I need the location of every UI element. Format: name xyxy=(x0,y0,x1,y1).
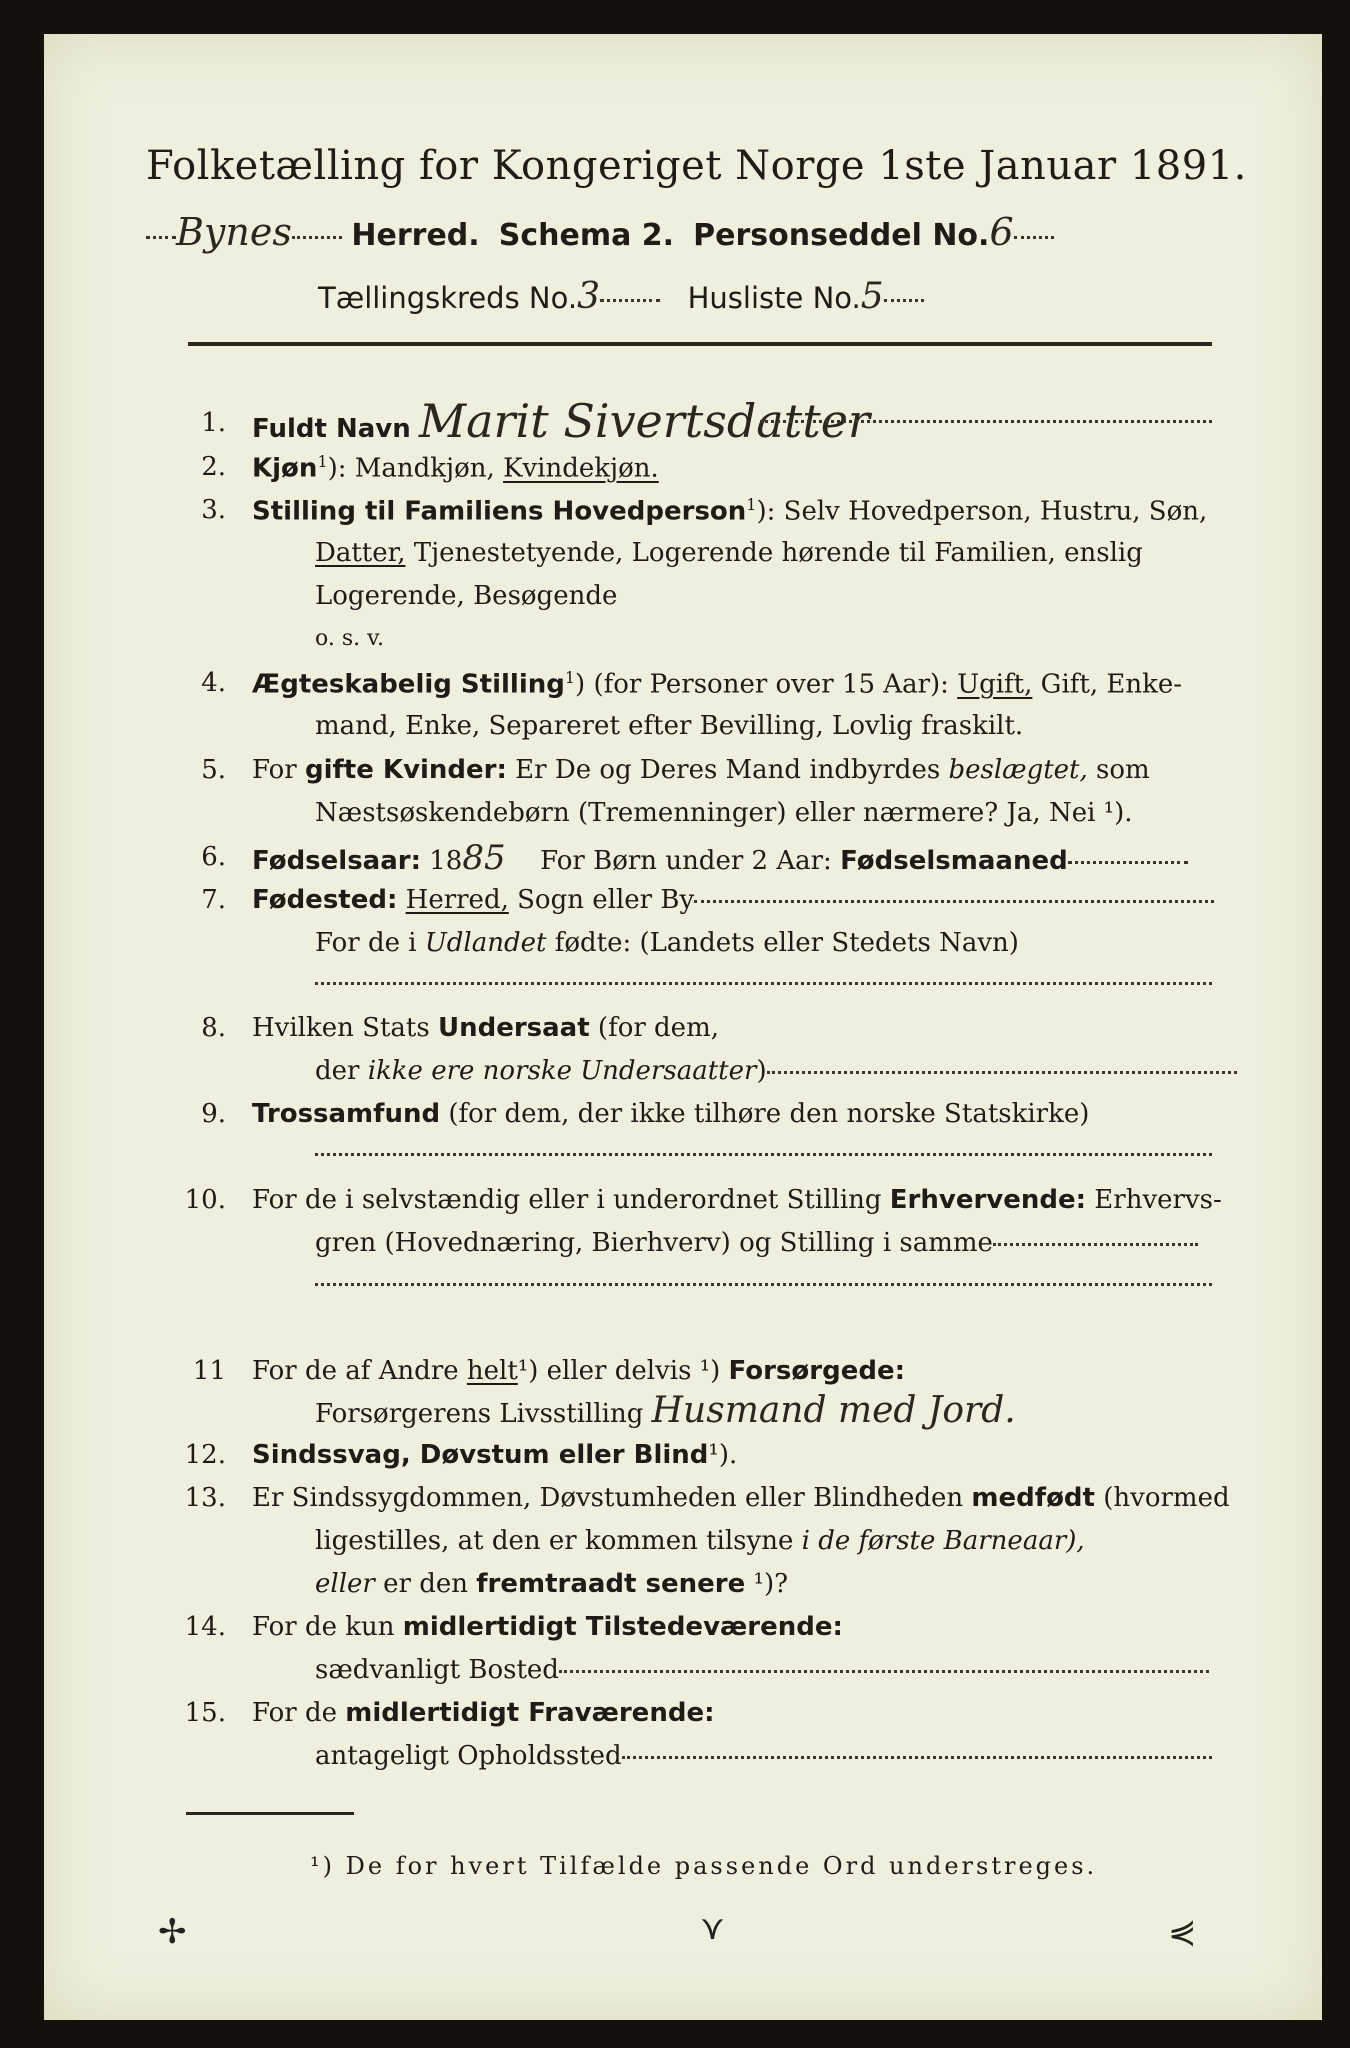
provider-occupation-value: Husmand med Jord. xyxy=(651,1390,1016,1431)
item-2-sex xyxy=(252,452,659,484)
birth-year-label: Fødselsaar: xyxy=(252,846,421,876)
husliste-value: 5 xyxy=(860,276,884,317)
item-7-birthplace-line2 xyxy=(315,928,1019,958)
marital-status-label: Ægteskabelig Stilling xyxy=(252,669,565,700)
congenital-line2-a: ligestilles, at den er kommen tilsyne xyxy=(315,1526,794,1556)
citizenship-line2-a: der xyxy=(315,1056,360,1086)
header-rule xyxy=(188,342,1212,346)
item-5-married-women-line2: Næstsøskendebørn (Tremenninger) eller nærmere? Ja, Nei ¹). xyxy=(315,798,1133,828)
item-5-question: Er De og Deres Mand indbyrdes xyxy=(515,755,941,785)
item-14-temporary-present-line1 xyxy=(252,1612,843,1642)
item-number-13: 13. xyxy=(184,1483,226,1513)
congenital-text-c: (hvormed xyxy=(1103,1483,1230,1513)
item-5-text: For xyxy=(252,755,297,785)
marital-options: Gift, Enke- xyxy=(1040,669,1183,700)
support-text-a: For de af Andre xyxy=(252,1356,459,1386)
form-title: Folketælling for Kongeriget Norge 1ste Januar 1891. xyxy=(146,143,1247,189)
temp-present-text-a: For de kun xyxy=(252,1612,395,1642)
item-11-support-line2 xyxy=(315,1390,1016,1431)
congenital-label: medfødt xyxy=(971,1483,1095,1513)
item-14-temporary-present-line2 xyxy=(315,1655,1209,1685)
registration-mark-left: ✢ xyxy=(158,1912,187,1952)
item-5-related: beslægtet, xyxy=(948,755,1088,785)
item-number-5: 5. xyxy=(201,755,226,785)
birth-year-value: 85 xyxy=(462,838,506,878)
probable-residence-label: antageligt Opholdssted xyxy=(315,1741,622,1771)
congenital-line3-d: ¹)? xyxy=(753,1569,789,1599)
position-options-line2: Tjenestetyende, Logerende hørende til Familien, enslig xyxy=(413,538,1143,568)
occupation-dotted-line xyxy=(315,1283,1212,1286)
registration-mark-right: ⋞ xyxy=(1168,1912,1197,1952)
item-13-congenital-line3 xyxy=(315,1569,788,1599)
kreds-label: Tællingskreds No. xyxy=(318,281,578,315)
support-text-c: ¹) eller delvis ¹) xyxy=(517,1356,721,1386)
sex-label: Kjøn xyxy=(252,453,318,484)
usual-residence-label: sædvanligt Bosted xyxy=(315,1655,559,1685)
congenital-text-a: Er Sindssygdommen, Døvstumheden eller Blindheden xyxy=(252,1483,964,1513)
birthplace-label: Fødested: xyxy=(252,885,398,915)
congenital-line3-b: er den xyxy=(383,1569,468,1599)
religion-label: Trossamfund xyxy=(252,1099,441,1129)
congenital-line3-a: eller xyxy=(315,1569,375,1599)
item-number-10: 10. xyxy=(184,1185,226,1215)
item-7-birthplace-line1 xyxy=(252,885,1214,915)
abroad-text-a: For de i xyxy=(315,928,417,958)
congenital-line2-b: i de første Barneaar), xyxy=(801,1526,1085,1556)
item-13-congenital-line2 xyxy=(315,1526,1085,1556)
family-position-label: Stilling til Familiens Hovedperson xyxy=(252,496,747,527)
citizenship-text-a: Hvilken Stats xyxy=(252,1013,430,1043)
herred-line xyxy=(146,210,1054,254)
abroad-text-c: fødte: (Landets eller Stedets Navn) xyxy=(554,928,1019,958)
footnote-ref: 1 xyxy=(317,452,328,471)
item-number-14: 14. xyxy=(184,1612,226,1642)
sex-options: ): Mandkjøn, xyxy=(327,453,495,484)
temp-absent-text-a: For de xyxy=(252,1698,337,1728)
religion-dotted-line xyxy=(315,1153,1212,1156)
birth-month-qualifier: For Børn under 2 Aar: xyxy=(540,846,832,876)
sex-selected-female: Kvindekjøn. xyxy=(503,453,659,484)
item-number-2: 2. xyxy=(201,452,226,482)
item-8-citizenship-line1 xyxy=(252,1013,719,1043)
footnote-text: ¹) De for hvert Tilfælde passende Ord understreges. xyxy=(310,1852,1098,1880)
schema-label: Schema 2. xyxy=(498,218,675,253)
item-number-3: 3. xyxy=(201,495,226,525)
item-number-11: 11 xyxy=(192,1356,226,1386)
occupation-text-c: Erhvervs- xyxy=(1094,1185,1222,1215)
full-name-label: Fuldt Navn xyxy=(252,414,411,444)
temp-absent-label: midlertidigt Fraværende: xyxy=(345,1698,715,1728)
item-3-position-line3: Logerende, Besøgende xyxy=(315,581,618,611)
disability-footnote: ¹). xyxy=(708,1440,738,1470)
item-12-disability xyxy=(252,1440,737,1470)
congenital-line3-c: fremtraadt senere xyxy=(476,1569,746,1599)
birthplace-abroad-dotted-line xyxy=(315,982,1212,985)
full-name-value: Marit Sivertsdatter xyxy=(419,394,870,448)
name-dotted-line xyxy=(760,420,1212,423)
kreds-line xyxy=(318,276,924,317)
item-15-temporary-absent-line2 xyxy=(315,1741,1212,1771)
footnote-rule xyxy=(186,1812,354,1815)
marital-selected-ugift: Ugift, xyxy=(957,669,1033,700)
religion-question: (for dem, der ikke tilhøre den norske Statskirke) xyxy=(448,1099,1090,1129)
citizenship-text-c: (for dem, xyxy=(597,1013,719,1043)
item-11-support-line1 xyxy=(252,1356,905,1386)
birthplace-options: Sogn eller By xyxy=(517,885,695,915)
married-women-label: gifte Kvinder: xyxy=(304,755,507,785)
personseddel-value: 6 xyxy=(989,210,1014,254)
position-selected-datter: Datter, xyxy=(315,538,406,568)
item-13-congenital-line1 xyxy=(252,1483,1230,1513)
abroad-text-b: Udlandet xyxy=(424,928,547,958)
provider-occupation-label: Forsørgerens Livsstilling xyxy=(315,1399,644,1429)
item-6-birth-year xyxy=(252,838,1188,878)
item-4-marital-line2: mand, Enke, Separeret efter Bevilling, Lovlig fraskilt. xyxy=(315,711,1024,741)
footnote-ref: 1 xyxy=(746,495,757,514)
item-10-occupation-line1 xyxy=(252,1185,1222,1215)
item-5-som: som xyxy=(1096,755,1150,785)
item-8-citizenship-line2: der ikke ere norske Undersaatter) xyxy=(315,1056,1237,1086)
herred-value: Bynes xyxy=(176,210,292,254)
marital-qualifier: ) (for Personer over 15 Aar): xyxy=(575,669,949,700)
item-10-occupation-line2 xyxy=(315,1228,1198,1258)
item-3-position-line2 xyxy=(315,538,1143,568)
item-3-position-line1 xyxy=(252,495,1207,527)
item-number-7: 7. xyxy=(201,885,226,915)
disability-label: Sindssvag, Døvstum eller Blind xyxy=(252,1440,709,1470)
item-number-6: 6. xyxy=(201,842,226,872)
item-number-8: 8. xyxy=(201,1013,226,1043)
birthplace-selected-herred: Herred, xyxy=(405,885,509,915)
kreds-value: 3 xyxy=(577,276,600,317)
family-position-options: ): Selv Hovedperson, Hustru, Søn, xyxy=(756,496,1208,527)
footnote-ref: 1 xyxy=(564,668,576,687)
birth-year-prefix: 18 xyxy=(429,846,463,876)
item-4-marital-line1 xyxy=(252,668,1182,700)
temp-present-label: midlertidigt Tilstedeværende: xyxy=(402,1612,843,1642)
herred-label: Herred. xyxy=(351,218,480,253)
support-label: Forsørgede: xyxy=(728,1356,905,1386)
item-3-position-line4: o. s. v. xyxy=(315,626,384,651)
husliste-label: Husliste No. xyxy=(687,281,861,315)
registration-mark-center: ⋎ xyxy=(700,1908,725,1948)
citizenship-label: Undersaat xyxy=(437,1013,590,1043)
item-number-1: 1. xyxy=(201,408,226,438)
item-number-15: 15. xyxy=(184,1698,226,1728)
occupation-text-a: For de i selvstændig eller i underordnet Stilling xyxy=(252,1185,882,1215)
item-15-temporary-absent-line1 xyxy=(252,1698,714,1728)
citizenship-line2-b: ikke ere norske Undersaatter xyxy=(367,1056,757,1086)
item-number-9: 9. xyxy=(201,1099,226,1129)
occupation-label: Erhvervende: xyxy=(889,1185,1087,1215)
item-number-4: 4. xyxy=(201,668,226,698)
occupation-line2: gren (Hovednæring, Bierhverv) og Stilling i samme xyxy=(315,1228,993,1258)
support-selected-helt: helt xyxy=(466,1356,518,1386)
item-9-religion xyxy=(252,1099,1089,1129)
item-5-married-women-line1 xyxy=(252,755,1150,785)
personseddel-label: Personseddel No. xyxy=(693,218,990,253)
birth-month-label: Fødselsmaaned xyxy=(840,846,1068,876)
item-number-12: 12. xyxy=(184,1440,226,1470)
